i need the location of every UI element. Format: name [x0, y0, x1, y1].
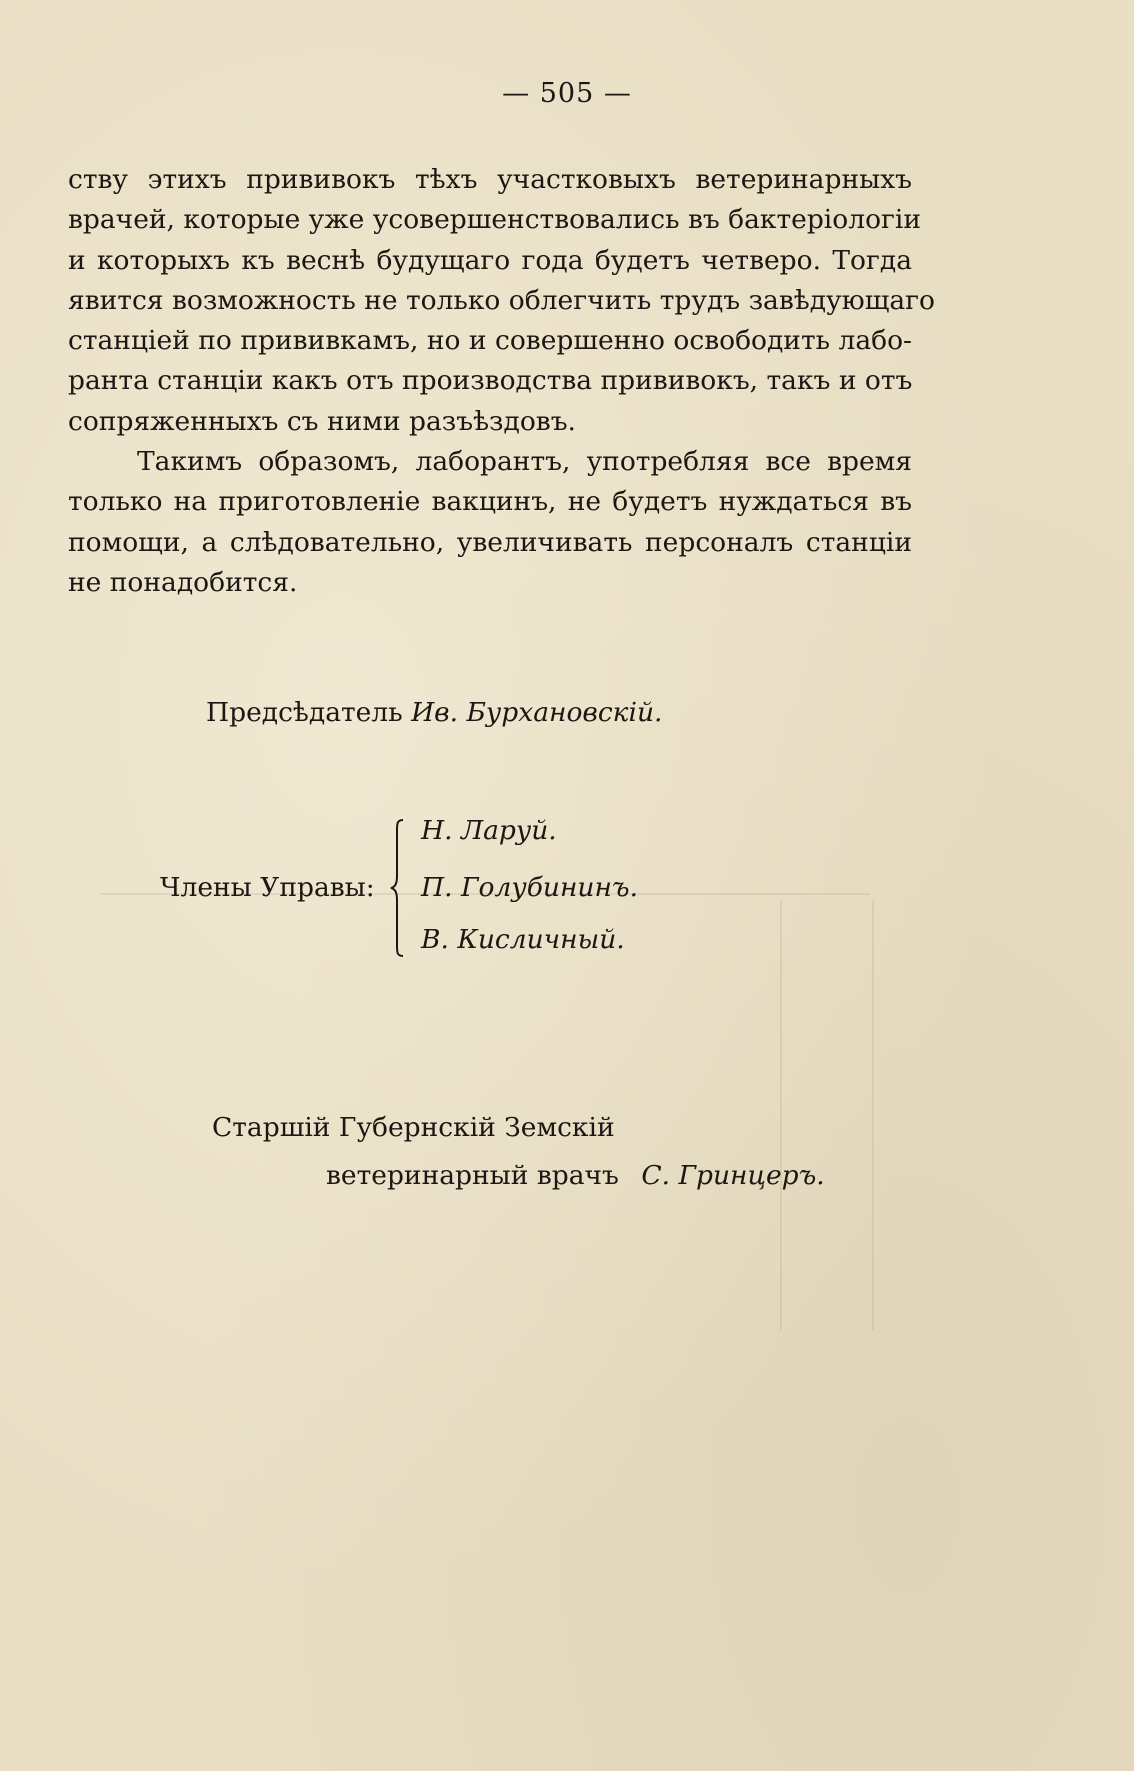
paragraph-2 — [68, 442, 912, 603]
board-members-label: Члены Управы: — [160, 872, 375, 903]
text-line: помощи, а слѣдовательно, увеличивать персоналъ станціи — [68, 526, 912, 558]
signer-line — [326, 1160, 825, 1191]
board-member: Н. Ларуй. — [421, 815, 557, 846]
bleed-through-rule — [872, 900, 874, 1330]
page-number: — 505 — — [502, 78, 632, 109]
chairman-title: Предсѣдатель — [206, 697, 403, 728]
board-member: П. Голубининъ. — [421, 872, 639, 903]
chairman-name: Ив. Бурхановскій. — [411, 697, 663, 728]
text-line: станціей по прививкамъ, но и совершенно освободить лабо- — [68, 325, 912, 357]
text-line: явится возможность не только облегчить трудъ завѣдующаго — [68, 284, 935, 316]
text-line: и которыхъ къ веснѣ будущаго года будетъ четверо. Тогда — [68, 244, 912, 276]
text-line: Такимъ образомъ, лаборантъ, употребляя все время — [137, 446, 912, 478]
text-line: ранта станціи какъ отъ производства прививокъ, такъ и отъ — [68, 365, 913, 397]
text-line: только на приготовленіе вакцинъ, не будетъ нуждаться въ — [68, 486, 912, 518]
signer-title: Старшій Губернскій Земскій — [212, 1112, 615, 1143]
signer-name: С. Гринцеръ. — [641, 1160, 825, 1191]
text-line: не понадобится. — [68, 566, 298, 598]
text-line: сопряженныхъ съ ними разъѣздовъ. — [68, 405, 576, 437]
curly-brace-icon — [389, 818, 407, 958]
text-line: ству этихъ прививокъ тѣхъ участковыхъ ветеринарныхъ — [68, 164, 912, 195]
signer-position: ветеринарный врачъ — [326, 1160, 619, 1191]
paragraph-1 — [68, 160, 935, 442]
chairman-signature — [206, 697, 662, 728]
text-line: врачей, которые уже усовершенствовались въ бактеріологіи — [68, 204, 922, 236]
board-member: В. Кисличный. — [421, 924, 625, 955]
bleed-through-rule — [780, 900, 782, 1330]
body-text — [68, 160, 935, 603]
